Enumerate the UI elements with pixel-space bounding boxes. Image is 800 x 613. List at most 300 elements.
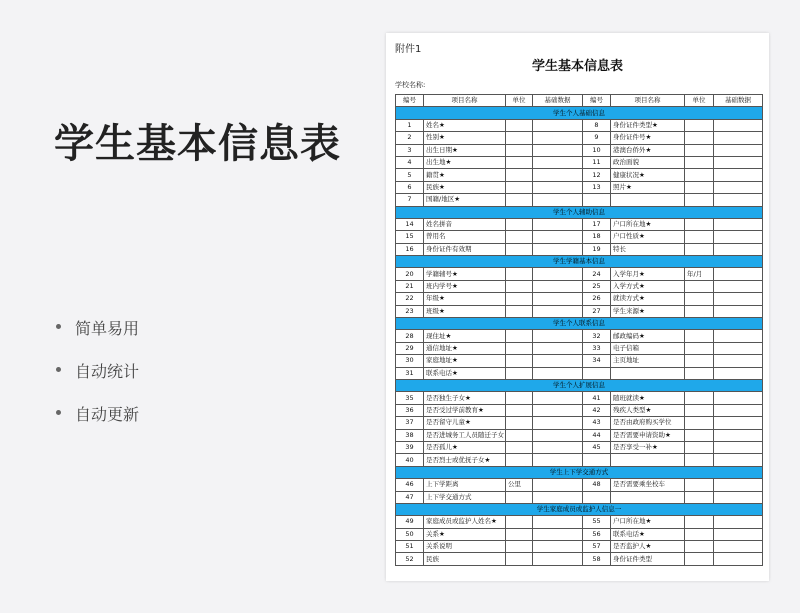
table-cell: 22 <box>396 293 424 305</box>
table-cell <box>583 454 611 466</box>
table-cell <box>533 169 583 181</box>
section-title: 学生学籍基本信息 <box>396 256 763 268</box>
table-cell: 15 <box>396 231 424 243</box>
table-cell: 14 <box>396 218 424 230</box>
section-title: 学生上下学交通方式 <box>396 466 763 478</box>
table-cell <box>685 342 714 354</box>
table-cell: 姓名★ <box>424 119 506 131</box>
table-cell <box>506 293 533 305</box>
table-cell <box>506 417 533 429</box>
table-cell <box>506 181 533 193</box>
table-cell <box>611 367 685 379</box>
column-header: 项目名称 <box>611 95 685 107</box>
table-cell <box>685 429 714 441</box>
table-row <box>396 194 763 206</box>
table-cell: 是否监护人★ <box>611 541 685 553</box>
table-cell: 23 <box>396 305 424 317</box>
table-cell <box>611 454 685 466</box>
table-cell <box>506 392 533 404</box>
table-cell: 52 <box>396 553 424 565</box>
table-cell <box>533 231 583 243</box>
table-cell: 56 <box>583 528 611 540</box>
section-header-row <box>396 206 763 218</box>
table-cell: 3 <box>396 144 424 156</box>
table-cell: 57 <box>583 541 611 553</box>
table-cell: 24 <box>583 268 611 280</box>
table-cell <box>506 454 533 466</box>
table-cell: 11 <box>583 156 611 168</box>
table-cell: 17 <box>583 218 611 230</box>
table-cell <box>714 181 763 193</box>
table-cell <box>533 342 583 354</box>
table-cell <box>533 454 583 466</box>
table-cell: 入学年月★ <box>611 268 685 280</box>
document-preview <box>386 33 769 581</box>
table-cell: 邮政编码★ <box>611 330 685 342</box>
table-cell <box>714 293 763 305</box>
table-cell: 8 <box>583 119 611 131</box>
table-cell <box>714 479 763 491</box>
table-cell <box>714 119 763 131</box>
table-cell: 33 <box>583 342 611 354</box>
column-header: 编号 <box>396 95 424 107</box>
table-cell: 是否需要乘坐校车 <box>611 479 685 491</box>
table-cell <box>506 132 533 144</box>
table-cell: 9 <box>583 132 611 144</box>
table-cell <box>506 268 533 280</box>
table-cell <box>533 293 583 305</box>
table-cell <box>714 268 763 280</box>
table-cell <box>533 553 583 565</box>
table-row <box>396 541 763 553</box>
table-cell <box>533 181 583 193</box>
table-cell: 是否留守儿童★ <box>424 417 506 429</box>
table-cell <box>533 156 583 168</box>
table-cell: 19 <box>583 243 611 255</box>
table-cell <box>533 417 583 429</box>
table-row <box>396 169 763 181</box>
table-cell <box>506 441 533 453</box>
table-cell: 12 <box>583 169 611 181</box>
table-row <box>396 417 763 429</box>
table-cell <box>714 454 763 466</box>
table-cell: 50 <box>396 528 424 540</box>
table-cell <box>714 528 763 540</box>
table-cell: 41 <box>583 392 611 404</box>
column-header: 编号 <box>583 95 611 107</box>
table-cell <box>714 305 763 317</box>
table-row <box>396 454 763 466</box>
table-cell <box>714 429 763 441</box>
feature-list <box>56 316 139 445</box>
table-cell: 年级★ <box>424 293 506 305</box>
table-cell <box>685 528 714 540</box>
table-cell <box>685 119 714 131</box>
table-cell <box>533 367 583 379</box>
table-cell: 1 <box>396 119 424 131</box>
table-row <box>396 119 763 131</box>
table-cell <box>506 404 533 416</box>
table-cell: 46 <box>396 479 424 491</box>
table-cell <box>533 330 583 342</box>
table-cell <box>506 144 533 156</box>
section-header-row <box>396 107 763 119</box>
table-row <box>396 355 763 367</box>
table-cell: 联系电话★ <box>611 528 685 540</box>
feature-item: 简单易用 <box>56 316 139 359</box>
table-cell: 是否享受一补★ <box>611 441 685 453</box>
table-cell <box>714 330 763 342</box>
table-cell <box>714 280 763 292</box>
table-cell: 45 <box>583 441 611 453</box>
table-cell: 18 <box>583 231 611 243</box>
table-cell: 学籍辅号★ <box>424 268 506 280</box>
table-cell: 年/月 <box>685 268 714 280</box>
table-cell: 通信地址★ <box>424 342 506 354</box>
annex-label: 附件1 <box>395 44 422 55</box>
table-cell: 47 <box>396 491 424 503</box>
bullet-icon <box>56 367 61 372</box>
table-row <box>396 268 763 280</box>
table-cell <box>685 156 714 168</box>
table-row <box>396 429 763 441</box>
table-cell: 35 <box>396 392 424 404</box>
table-cell: 49 <box>396 516 424 528</box>
table-cell <box>685 169 714 181</box>
table-cell <box>685 454 714 466</box>
bullet-icon <box>56 410 61 415</box>
table-cell <box>533 268 583 280</box>
table-cell: 班级★ <box>424 305 506 317</box>
table-cell: 25 <box>583 280 611 292</box>
table-cell <box>533 280 583 292</box>
table-cell <box>714 144 763 156</box>
table-cell: 10 <box>583 144 611 156</box>
column-header: 基础数据 <box>533 95 583 107</box>
table-cell <box>533 404 583 416</box>
table-cell <box>533 441 583 453</box>
table-cell <box>506 231 533 243</box>
table-cell <box>533 144 583 156</box>
table-cell <box>685 479 714 491</box>
table-cell: 42 <box>583 404 611 416</box>
table-cell <box>533 528 583 540</box>
table-cell <box>533 194 583 206</box>
table-cell: 公里 <box>506 479 533 491</box>
section-title: 学生个人联系信息 <box>396 318 763 330</box>
table-cell: 身份证件类型 <box>611 553 685 565</box>
table-cell: 身份证件类型★ <box>611 119 685 131</box>
table-cell <box>506 342 533 354</box>
table-row <box>396 528 763 540</box>
table-cell: 民族★ <box>424 181 506 193</box>
table-row <box>396 181 763 193</box>
table-cell <box>714 417 763 429</box>
table-cell: 户口所在地★ <box>611 516 685 528</box>
table-cell <box>685 367 714 379</box>
table-row <box>396 553 763 565</box>
section-title: 学生个人基础信息 <box>396 107 763 119</box>
student-info-table <box>395 94 763 566</box>
table-cell <box>583 491 611 503</box>
table-cell <box>506 156 533 168</box>
table-cell: 特长 <box>611 243 685 255</box>
section-title: 学生家庭成员或监护人信息一 <box>396 503 763 515</box>
table-cell: 上下学距离 <box>424 479 506 491</box>
table-cell <box>506 280 533 292</box>
table-cell <box>685 516 714 528</box>
feature-item: 自动统计 <box>56 359 139 402</box>
table-cell: 身份证件有效期 <box>424 243 506 255</box>
table-cell: 健康状况★ <box>611 169 685 181</box>
table-cell <box>714 156 763 168</box>
column-header: 单位 <box>685 95 714 107</box>
table-cell: 16 <box>396 243 424 255</box>
table-row <box>396 243 763 255</box>
table-cell: 联系电话★ <box>424 367 506 379</box>
table-cell <box>685 181 714 193</box>
table-cell <box>714 491 763 503</box>
table-cell: 是否烈士或优抚子女★ <box>424 454 506 466</box>
table-cell: 32 <box>583 330 611 342</box>
table-cell <box>685 491 714 503</box>
table-cell: 上下学交通方式 <box>424 491 506 503</box>
table-cell: 13 <box>583 181 611 193</box>
table-row <box>396 479 763 491</box>
table-cell <box>611 194 685 206</box>
table-cell <box>714 231 763 243</box>
table-cell: 4 <box>396 156 424 168</box>
table-cell: 身份证件号★ <box>611 132 685 144</box>
table-cell <box>506 553 533 565</box>
table-cell: 31 <box>396 367 424 379</box>
table-cell: 5 <box>396 169 424 181</box>
table-cell: 27 <box>583 305 611 317</box>
table-cell: 学生来源★ <box>611 305 685 317</box>
table-cell: 籍贯★ <box>424 169 506 181</box>
table-cell <box>533 132 583 144</box>
table-cell <box>714 342 763 354</box>
table-cell: 26 <box>583 293 611 305</box>
table-cell: 是否孤儿★ <box>424 441 506 453</box>
table-cell <box>533 541 583 553</box>
table-row <box>396 342 763 354</box>
table-cell: 曾用名 <box>424 231 506 243</box>
table-cell: 20 <box>396 268 424 280</box>
table-row <box>396 516 763 528</box>
table-cell <box>714 392 763 404</box>
table-row <box>396 231 763 243</box>
table-cell: 姓名拼音 <box>424 218 506 230</box>
table-cell <box>685 441 714 453</box>
table-row <box>396 367 763 379</box>
table-cell: 58 <box>583 553 611 565</box>
table-cell: 出生地★ <box>424 156 506 168</box>
table-cell <box>714 516 763 528</box>
table-cell: 是否独生子女★ <box>424 392 506 404</box>
section-header-row <box>396 503 763 515</box>
table-cell: 44 <box>583 429 611 441</box>
table-cell: 随班就读★ <box>611 392 685 404</box>
table-cell: 39 <box>396 441 424 453</box>
table-cell <box>533 491 583 503</box>
table-row <box>396 330 763 342</box>
table-cell <box>506 194 533 206</box>
table-cell <box>685 280 714 292</box>
table-cell: 电子信箱 <box>611 342 685 354</box>
table-cell <box>533 119 583 131</box>
table-row <box>396 404 763 416</box>
table-cell: 55 <box>583 516 611 528</box>
table-cell <box>533 243 583 255</box>
table-cell: 班内学号★ <box>424 280 506 292</box>
table-cell <box>506 218 533 230</box>
table-cell <box>506 119 533 131</box>
table-cell: 民族 <box>424 553 506 565</box>
table-cell <box>506 516 533 528</box>
table-cell: 38 <box>396 429 424 441</box>
table-row <box>396 305 763 317</box>
table-cell <box>714 132 763 144</box>
table-cell <box>583 367 611 379</box>
table-cell: 21 <box>396 280 424 292</box>
section-header-row <box>396 466 763 478</box>
table-cell <box>714 541 763 553</box>
table-cell <box>714 367 763 379</box>
feature-item: 自动更新 <box>56 402 139 445</box>
table-cell <box>506 243 533 255</box>
table-cell <box>506 528 533 540</box>
bullet-icon <box>56 324 61 329</box>
table-cell <box>685 231 714 243</box>
section-header-row <box>396 379 763 391</box>
table-cell <box>685 417 714 429</box>
column-header: 基础数据 <box>714 95 763 107</box>
school-name-label: 学校名称: <box>395 81 426 89</box>
table-cell <box>506 330 533 342</box>
table-cell <box>506 429 533 441</box>
table-cell: 34 <box>583 355 611 367</box>
table-cell <box>714 243 763 255</box>
table-cell: 关系★ <box>424 528 506 540</box>
table-cell <box>714 404 763 416</box>
table-cell: 40 <box>396 454 424 466</box>
table-cell <box>506 305 533 317</box>
table-cell: 户口所在地★ <box>611 218 685 230</box>
table-cell <box>685 293 714 305</box>
table-cell: 残疾人类型★ <box>611 404 685 416</box>
table-cell: 家庭地址★ <box>424 355 506 367</box>
table-cell <box>685 541 714 553</box>
section-header-row <box>396 256 763 268</box>
table-cell <box>611 491 685 503</box>
table-cell <box>714 218 763 230</box>
table-cell <box>533 355 583 367</box>
table-row <box>396 441 763 453</box>
table-cell <box>685 305 714 317</box>
table-cell <box>685 132 714 144</box>
table-cell <box>685 392 714 404</box>
table-cell: 就读方式★ <box>611 293 685 305</box>
table-cell: 国籍/地区★ <box>424 194 506 206</box>
table-cell: 2 <box>396 132 424 144</box>
table-row <box>396 218 763 230</box>
table-cell: 是否由政府购买学位 <box>611 417 685 429</box>
column-header: 单位 <box>506 95 533 107</box>
table-cell <box>714 169 763 181</box>
table-row <box>396 144 763 156</box>
table-cell: 48 <box>583 479 611 491</box>
table-cell: 户口性质★ <box>611 231 685 243</box>
table-cell <box>685 553 714 565</box>
table-row <box>396 132 763 144</box>
table-cell: 6 <box>396 181 424 193</box>
table-cell <box>714 441 763 453</box>
table-header-row <box>396 95 763 107</box>
table-cell: 43 <box>583 417 611 429</box>
table-cell <box>506 355 533 367</box>
table-cell: 关系说明 <box>424 541 506 553</box>
table-cell <box>533 305 583 317</box>
table-cell: 港澳台侨外★ <box>611 144 685 156</box>
table-cell: 30 <box>396 355 424 367</box>
section-title: 学生个人扩展信息 <box>396 379 763 391</box>
table-row <box>396 392 763 404</box>
table-cell <box>506 491 533 503</box>
table-cell: 性别★ <box>424 132 506 144</box>
table-cell: 7 <box>396 194 424 206</box>
table-cell: 出生日期★ <box>424 144 506 156</box>
table-row <box>396 156 763 168</box>
table-cell: 是否进城务工人员随迁子女 <box>424 429 506 441</box>
table-cell <box>533 516 583 528</box>
table-cell <box>533 392 583 404</box>
document-title: 学生基本信息表 <box>531 59 623 74</box>
table-cell <box>685 144 714 156</box>
table-cell <box>583 194 611 206</box>
table-cell: 36 <box>396 404 424 416</box>
table-row <box>396 491 763 503</box>
table-cell: 照片★ <box>611 181 685 193</box>
table-cell <box>685 355 714 367</box>
table-cell: 29 <box>396 342 424 354</box>
table-cell <box>685 194 714 206</box>
table-cell: 28 <box>396 330 424 342</box>
table-cell <box>506 169 533 181</box>
page-title: 学生基本信息表 <box>54 121 341 167</box>
table-cell <box>714 194 763 206</box>
table-cell <box>685 330 714 342</box>
table-cell <box>533 479 583 491</box>
table-cell <box>714 355 763 367</box>
table-row <box>396 293 763 305</box>
table-cell: 现住址★ <box>424 330 506 342</box>
section-title: 学生个人辅助信息 <box>396 206 763 218</box>
table-cell: 37 <box>396 417 424 429</box>
column-header: 项目名称 <box>424 95 506 107</box>
table-cell: 是否需要申请资助★ <box>611 429 685 441</box>
table-cell: 政治面貌 <box>611 156 685 168</box>
table-cell <box>685 218 714 230</box>
table-cell: 主页地址 <box>611 355 685 367</box>
table-cell: 入学方式★ <box>611 280 685 292</box>
table-cell <box>685 404 714 416</box>
table-cell <box>685 243 714 255</box>
table-row <box>396 280 763 292</box>
table-cell <box>533 429 583 441</box>
table-cell <box>533 218 583 230</box>
table-cell <box>506 367 533 379</box>
